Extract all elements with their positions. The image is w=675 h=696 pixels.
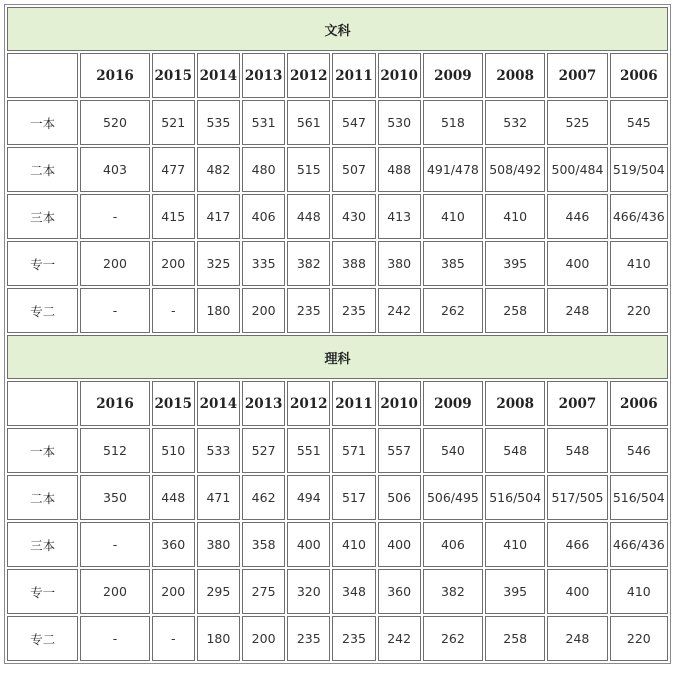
table-row bbox=[7, 147, 668, 192]
score-cell: 180 bbox=[197, 288, 240, 333]
score-cell: 516/504 bbox=[485, 475, 545, 520]
score-cell: 382 bbox=[287, 241, 330, 286]
score-cell: 180 bbox=[197, 616, 240, 661]
score-cell: 521 bbox=[152, 100, 195, 145]
score-cell: 262 bbox=[423, 288, 483, 333]
score-cell: 320 bbox=[287, 569, 330, 614]
score-cell: 406 bbox=[423, 522, 483, 567]
score-cell: 482 bbox=[197, 147, 240, 192]
section-header-row bbox=[7, 335, 668, 379]
score-cell: 546 bbox=[610, 428, 668, 473]
row-label: 一本 bbox=[7, 100, 78, 145]
section-title: 理科 bbox=[7, 335, 668, 379]
table-row bbox=[7, 428, 668, 473]
year-header: 2007 bbox=[547, 53, 607, 98]
row-label: 专二 bbox=[7, 616, 78, 661]
year-header: 2015 bbox=[152, 53, 195, 98]
score-cell: 400 bbox=[547, 241, 607, 286]
table-row bbox=[7, 241, 668, 286]
score-cell: 477 bbox=[152, 147, 195, 192]
score-cell: 500/484 bbox=[547, 147, 607, 192]
row-label: 三本 bbox=[7, 194, 78, 239]
row-label: 专二 bbox=[7, 288, 78, 333]
score-cell: 400 bbox=[287, 522, 330, 567]
score-cell: 517 bbox=[332, 475, 375, 520]
score-cell: 548 bbox=[485, 428, 545, 473]
score-cell: 520 bbox=[80, 100, 149, 145]
score-cell: 415 bbox=[152, 194, 195, 239]
score-cell: 471 bbox=[197, 475, 240, 520]
section-title: 文科 bbox=[7, 7, 668, 51]
score-cell: 545 bbox=[610, 100, 668, 145]
score-cell: 531 bbox=[242, 100, 285, 145]
score-cell: 410 bbox=[485, 194, 545, 239]
year-header: 2014 bbox=[197, 53, 240, 98]
score-cell: 410 bbox=[485, 522, 545, 567]
score-cell: 220 bbox=[610, 288, 668, 333]
score-cell: 382 bbox=[423, 569, 483, 614]
score-cell: 275 bbox=[242, 569, 285, 614]
score-cell: 551 bbox=[287, 428, 330, 473]
score-cell: 506 bbox=[378, 475, 421, 520]
score-cell: 515 bbox=[287, 147, 330, 192]
score-cell: 448 bbox=[152, 475, 195, 520]
score-cell: 325 bbox=[197, 241, 240, 286]
score-table bbox=[4, 4, 671, 664]
score-cell: 571 bbox=[332, 428, 375, 473]
score-cell: 540 bbox=[423, 428, 483, 473]
score-cell: 466 bbox=[547, 522, 607, 567]
score-cell: 430 bbox=[332, 194, 375, 239]
score-cell: 248 bbox=[547, 616, 607, 661]
year-header: 2010 bbox=[378, 53, 421, 98]
year-header: 2016 bbox=[80, 381, 149, 426]
score-cell: 410 bbox=[332, 522, 375, 567]
score-cell: 466/436 bbox=[610, 522, 668, 567]
score-cell: 385 bbox=[423, 241, 483, 286]
score-cell: 200 bbox=[152, 241, 195, 286]
score-cell: 517/505 bbox=[547, 475, 607, 520]
score-cell: 400 bbox=[547, 569, 607, 614]
score-cell: 417 bbox=[197, 194, 240, 239]
score-cell: 506/495 bbox=[423, 475, 483, 520]
year-header: 2011 bbox=[332, 381, 375, 426]
score-cell: 242 bbox=[378, 288, 421, 333]
score-cell: 258 bbox=[485, 288, 545, 333]
corner-cell bbox=[7, 381, 78, 426]
score-cell: 530 bbox=[378, 100, 421, 145]
score-cell: 200 bbox=[152, 569, 195, 614]
score-cell: 235 bbox=[332, 616, 375, 661]
score-cell: 380 bbox=[378, 241, 421, 286]
table-row bbox=[7, 569, 668, 614]
row-label: 专一 bbox=[7, 569, 78, 614]
table-row bbox=[7, 475, 668, 520]
score-cell: 557 bbox=[378, 428, 421, 473]
score-table-body bbox=[7, 7, 668, 661]
score-cell: 235 bbox=[287, 616, 330, 661]
score-cell: 406 bbox=[242, 194, 285, 239]
score-cell: - bbox=[152, 288, 195, 333]
score-cell: 535 bbox=[197, 100, 240, 145]
year-header-row bbox=[7, 381, 668, 426]
section-header-row bbox=[7, 7, 668, 51]
score-cell: 403 bbox=[80, 147, 149, 192]
score-cell: 395 bbox=[485, 241, 545, 286]
score-cell: 462 bbox=[242, 475, 285, 520]
score-cell: 507 bbox=[332, 147, 375, 192]
year-header: 2015 bbox=[152, 381, 195, 426]
row-label: 二本 bbox=[7, 475, 78, 520]
score-cell: 466/436 bbox=[610, 194, 668, 239]
year-header: 2008 bbox=[485, 381, 545, 426]
score-cell: 494 bbox=[287, 475, 330, 520]
score-cell: - bbox=[80, 194, 149, 239]
row-label: 二本 bbox=[7, 147, 78, 192]
score-cell: 388 bbox=[332, 241, 375, 286]
score-cell: - bbox=[152, 616, 195, 661]
table-row bbox=[7, 100, 668, 145]
score-cell: 547 bbox=[332, 100, 375, 145]
score-cell: 518 bbox=[423, 100, 483, 145]
score-cell: 488 bbox=[378, 147, 421, 192]
score-cell: 235 bbox=[332, 288, 375, 333]
year-header: 2012 bbox=[287, 53, 330, 98]
score-cell: - bbox=[80, 522, 149, 567]
score-cell: 512 bbox=[80, 428, 149, 473]
score-cell: 262 bbox=[423, 616, 483, 661]
table-row bbox=[7, 194, 668, 239]
score-cell: 258 bbox=[485, 616, 545, 661]
score-cell: 235 bbox=[287, 288, 330, 333]
score-cell: 410 bbox=[610, 569, 668, 614]
score-cell: 295 bbox=[197, 569, 240, 614]
row-label: 专一 bbox=[7, 241, 78, 286]
score-cell: 491/478 bbox=[423, 147, 483, 192]
corner-cell bbox=[7, 53, 78, 98]
score-cell: 519/504 bbox=[610, 147, 668, 192]
score-cell: 348 bbox=[332, 569, 375, 614]
score-cell: 242 bbox=[378, 616, 421, 661]
score-cell: 335 bbox=[242, 241, 285, 286]
score-cell: 200 bbox=[80, 241, 149, 286]
score-cell: 200 bbox=[80, 569, 149, 614]
score-cell: 548 bbox=[547, 428, 607, 473]
table-row bbox=[7, 522, 668, 567]
year-header: 2009 bbox=[423, 381, 483, 426]
score-cell: 561 bbox=[287, 100, 330, 145]
year-header-row bbox=[7, 53, 668, 98]
score-cell: 360 bbox=[152, 522, 195, 567]
score-cell: 200 bbox=[242, 616, 285, 661]
year-header: 2010 bbox=[378, 381, 421, 426]
year-header: 2007 bbox=[547, 381, 607, 426]
score-cell: 532 bbox=[485, 100, 545, 145]
score-cell: 410 bbox=[423, 194, 483, 239]
year-header: 2009 bbox=[423, 53, 483, 98]
score-cell: 533 bbox=[197, 428, 240, 473]
score-cell: 358 bbox=[242, 522, 285, 567]
score-cell: 220 bbox=[610, 616, 668, 661]
table-row bbox=[7, 616, 668, 661]
year-header: 2013 bbox=[242, 53, 285, 98]
score-cell: 510 bbox=[152, 428, 195, 473]
year-header: 2016 bbox=[80, 53, 149, 98]
score-cell: 448 bbox=[287, 194, 330, 239]
year-header: 2006 bbox=[610, 381, 668, 426]
year-header: 2011 bbox=[332, 53, 375, 98]
year-header: 2014 bbox=[197, 381, 240, 426]
year-header: 2013 bbox=[242, 381, 285, 426]
score-cell: 413 bbox=[378, 194, 421, 239]
score-cell: 508/492 bbox=[485, 147, 545, 192]
row-label: 三本 bbox=[7, 522, 78, 567]
score-cell: 395 bbox=[485, 569, 545, 614]
score-cell: 516/504 bbox=[610, 475, 668, 520]
score-cell: - bbox=[80, 288, 149, 333]
row-label: 一本 bbox=[7, 428, 78, 473]
year-header: 2008 bbox=[485, 53, 545, 98]
score-cell: 410 bbox=[610, 241, 668, 286]
score-cell: 248 bbox=[547, 288, 607, 333]
score-cell: 527 bbox=[242, 428, 285, 473]
score-cell: - bbox=[80, 616, 149, 661]
year-header: 2012 bbox=[287, 381, 330, 426]
score-cell: 200 bbox=[242, 288, 285, 333]
score-cell: 480 bbox=[242, 147, 285, 192]
score-cell: 380 bbox=[197, 522, 240, 567]
score-cell: 360 bbox=[378, 569, 421, 614]
year-header: 2006 bbox=[610, 53, 668, 98]
table-row bbox=[7, 288, 668, 333]
score-cell: 400 bbox=[378, 522, 421, 567]
score-cell: 350 bbox=[80, 475, 149, 520]
score-cell: 525 bbox=[547, 100, 607, 145]
score-cell: 446 bbox=[547, 194, 607, 239]
